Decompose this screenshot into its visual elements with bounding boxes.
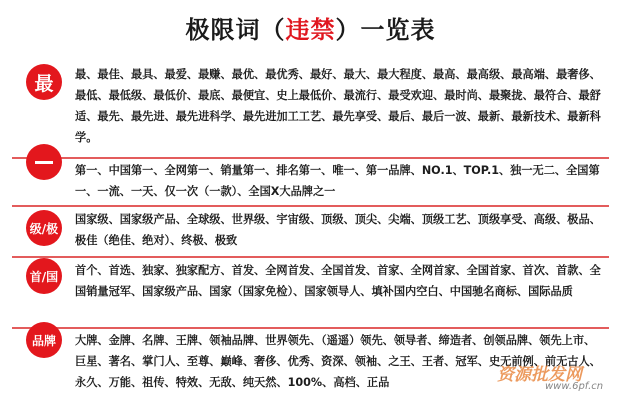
divider-3: [12, 256, 609, 258]
badge-pinpai: 品牌: [26, 322, 62, 358]
badge-shou: 首/国: [26, 258, 62, 294]
watermark-logo: 资源批发网: [497, 365, 582, 385]
badge-zui: 最: [26, 64, 62, 100]
divider-2: [12, 205, 609, 207]
section-ji-text: 国家级、国家级产品、全球级、世界级、宇宙级、顶级、顶尖、尖端、顶级工艺、顶级享受、高级、极品、极佳（绝佳、绝对）、终极、极致: [75, 213, 601, 247]
section-pinpai-text: 大牌、金牌、名牌、王牌、领袖品牌、世界领先、（遥遥）领先、领导者、缔造者、创领品牌、领先上市、巨星、著名、掌门人、至尊、巅峰、奢侈、优秀、资深、领袖、之王、王者、冠军、史无前例、前无古人、永久、万能、祖传、特效、无敌、纯天然、100%、高档、正品: [75, 334, 601, 389]
watermark-url: www.6pf.cn: [545, 381, 604, 392]
title-prefix: 极限词（: [185, 16, 286, 44]
title-highlight: 违禁: [285, 16, 336, 44]
section-yi-text: 第一、中国第一、全网第一、销量第一、排名第一、唯一、第一品牌、NO.1、TOP.1、独一无二、全国第一、一流、一天、仅一次（一款）、全国X大品牌之一: [75, 164, 600, 198]
page-title: [0, 10, 621, 45]
section-shou-text: 首个、首选、独家、独家配方、首发、全网首发、全国首发、首家、全网首家、全国首家、首次、首款、全国销量冠军、国家级产品、国家（国家免检）、国家领导人、填补国内空白、中国驰名商标、国际品质: [75, 264, 601, 298]
title-suffix: ）一览表: [335, 16, 436, 44]
divider-4: [12, 327, 609, 329]
divider-1: [12, 157, 609, 159]
section-zui-text: 最、最佳、最具、最爱、最赚、最优、最优秀、最好、最大、最大程度、最高、最高级、最高端、最奢侈、最低、最低级、最低价、最底、最便宜、史上最低价、最流行、最受欢迎、最时尚、最聚拢、最符合、最舒适、最先、最先进、最先进科学、最先进加工工艺、最先享受、最后、最后一波、最新、最新技术、最新科学。: [75, 68, 601, 144]
badge-ji: 级/极: [26, 210, 62, 246]
badge-yi: [26, 144, 62, 180]
